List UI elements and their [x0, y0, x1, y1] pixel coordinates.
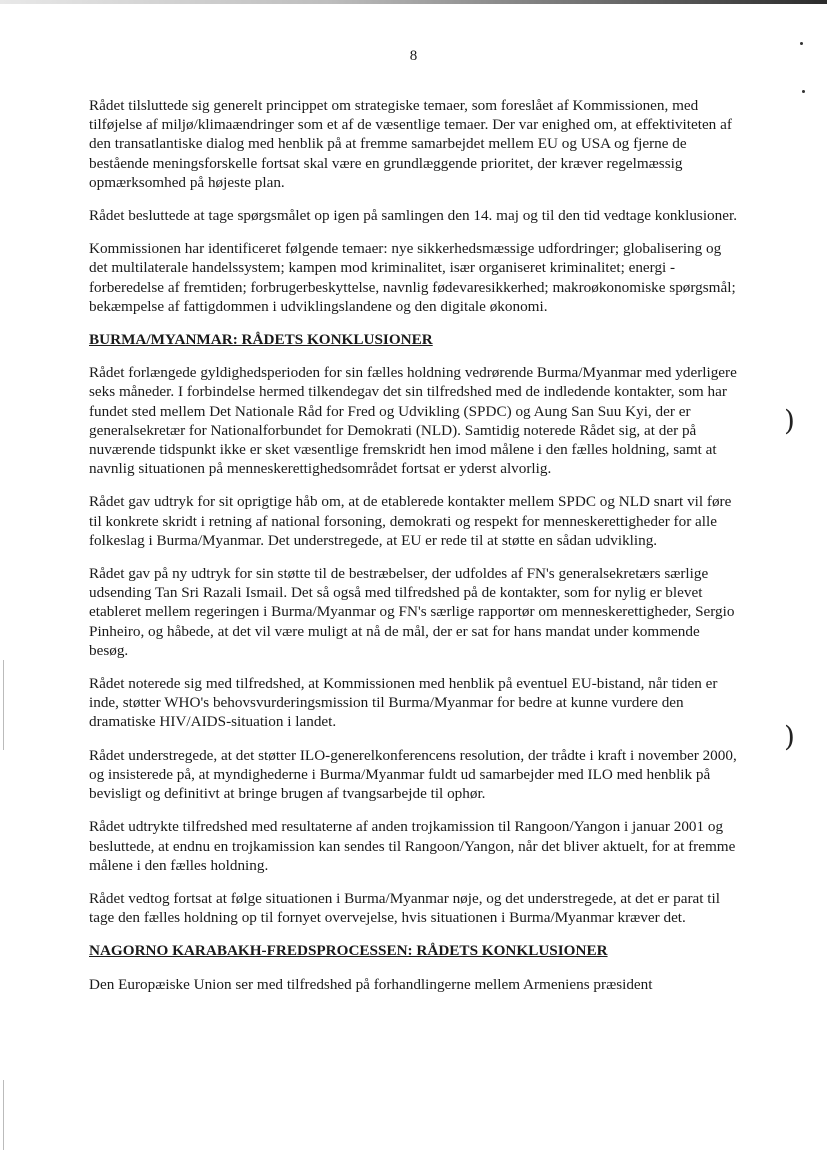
paragraph: Rådet besluttede at tage spørgsmålet op igen på samlingen den 14. maj og til den tid vedtage konklusioner.	[89, 207, 737, 225]
section-heading-burma: BURMA/MYANMAR: RÅDETS KONKLUSIONER	[89, 331, 433, 349]
paragraph: Rådet forlængede gyldighedsperioden for sin fælles holdning vedrørende Burma/Myanmar med yderligere seks måneder. I forbindelse hermed tilkendegav det sin tilfredshed med de indledende kontakter, som har fundet sted mellem Det Nationale Råd for Fred og Udvikling (SPDC) og Aung San Suu Kyi, der er generalsekretær for Nationalforbundet for Demokrati (NLD). Samtidig noterede Rådet sig, at der på nuværende tidspunkt ikke er sket væsentlige fremskridt hen imod målene i den fælles holdning, samt at navnlig situationen på menneskerettighedsområdet fortsat er yderst alvorlig.	[89, 364, 737, 478]
scan-speck	[802, 90, 805, 93]
margin-bracket-mark: )	[784, 404, 795, 437]
scan-margin-line	[3, 660, 4, 750]
paragraph: Rådet understregede, at det støtter ILO-generelkonferencens resolution, der trådte i kraft i november 2000, og insisterede på, at myndighederne i Burma/Myanmar fuldt ud samarbejder med ILO med henblik på bevisligt og definitivt at bringe brugen af tvangsarbejde til ophør.	[89, 746, 737, 803]
scan-speck	[800, 42, 803, 45]
paragraph: Rådet gav på ny udtryk for sin støtte til de bestræbelser, der udfoldes af FN's generalsekretærs særlige udsending Tan Sri Razali Ismail. Det så også med tilfredshed på de kontakter, som for nylig er blevet etableret mellem regeringen i Burma/Myanmar og FN's særlige rapportør om menneskerettigheder, Sergio Pinheiro, og håbede, at det vil være muligt at nå de mål, der er sat for hans mandat under kommende besøg.	[89, 565, 735, 659]
document-body	[89, 96, 739, 1008]
paragraph: Den Europæiske Union ser med tilfredshed på forhandlingerne mellem Armeniens præsident	[89, 975, 653, 993]
page-number: 8	[409, 48, 418, 64]
paragraph: Rådet tilsluttede sig generelt princippet om strategiske temaer, som foreslået af Kommissionen, med tilføjelse af miljø/klimaændringer som et af de væsentlige temaer. Der var enighed om, at effektiviteten af den transatlantiske dialog med henblik på at fremme samarbejdet mellem EU og USA og fjerne de bestående meningsforskelle fortsat skal være en grundlæggende prioritet, der kræver regelmæssig opmærksomhed på højeste plan.	[89, 97, 732, 191]
paragraph: Rådet vedtog fortsat at følge situationen i Burma/Myanmar nøje, og det understregede, at det er parat til tage den fælles holdning op til fornyet overvejelse, hvis situationen i Burma/Myanmar kræver det.	[89, 889, 720, 927]
paragraph: Rådet noterede sig med tilfredshed, at Kommissionen med henblik på eventuel EU-bistand, når tiden er inde, støtter WHO's behovsvurderingsmission til Burma/Myanmar for bedre at kunne vurdere den dramatiske HIV/AIDS-situation i landet.	[89, 675, 718, 731]
paragraph: Rådet udtrykte tilfredshed med resultaterne af anden trojkamission til Rangoon/Yangon i januar 2001 og besluttede, at endnu en trojkamission kan sendes til Rangoon/Yangon, når det bliver aktuelt, for at fremme målene i den fælles holdning.	[89, 818, 736, 874]
section-heading-nagorno: NAGORNO KARABAKH-FREDSPROCESSEN: RÅDETS KONKLUSIONER	[89, 942, 608, 960]
scan-edge	[0, 0, 827, 4]
scan-margin-line	[3, 1080, 4, 1150]
paragraph: Rådet gav udtryk for sit oprigtige håb om, at de etablerede kontakter mellem SPDC og NLD snart vil føre til konkrete skridt i retning af national forsoning, demokrati og respekt for menneskerettigheder for alle folkeslag i Burma/Myanmar. Det understregede, at EU er rede til at støtte en sådan udvikling.	[89, 493, 732, 549]
paragraph: Kommissionen har identificeret følgende temaer: nye sikkerhedsmæssige udfordringer; globalisering og det multilaterale handelssystem; kampen mod kriminalitet, især organiseret kriminalitet; energi - forberedelse af fremtiden; forbrugerbeskyttelse, navnlig fødevaresikkerhed; makroøkonomiske spørgsmål; bekæmpelse af fattigdommen i udviklingslandene og den digitale økonomi.	[89, 240, 736, 315]
margin-bracket-mark: )	[784, 720, 795, 753]
